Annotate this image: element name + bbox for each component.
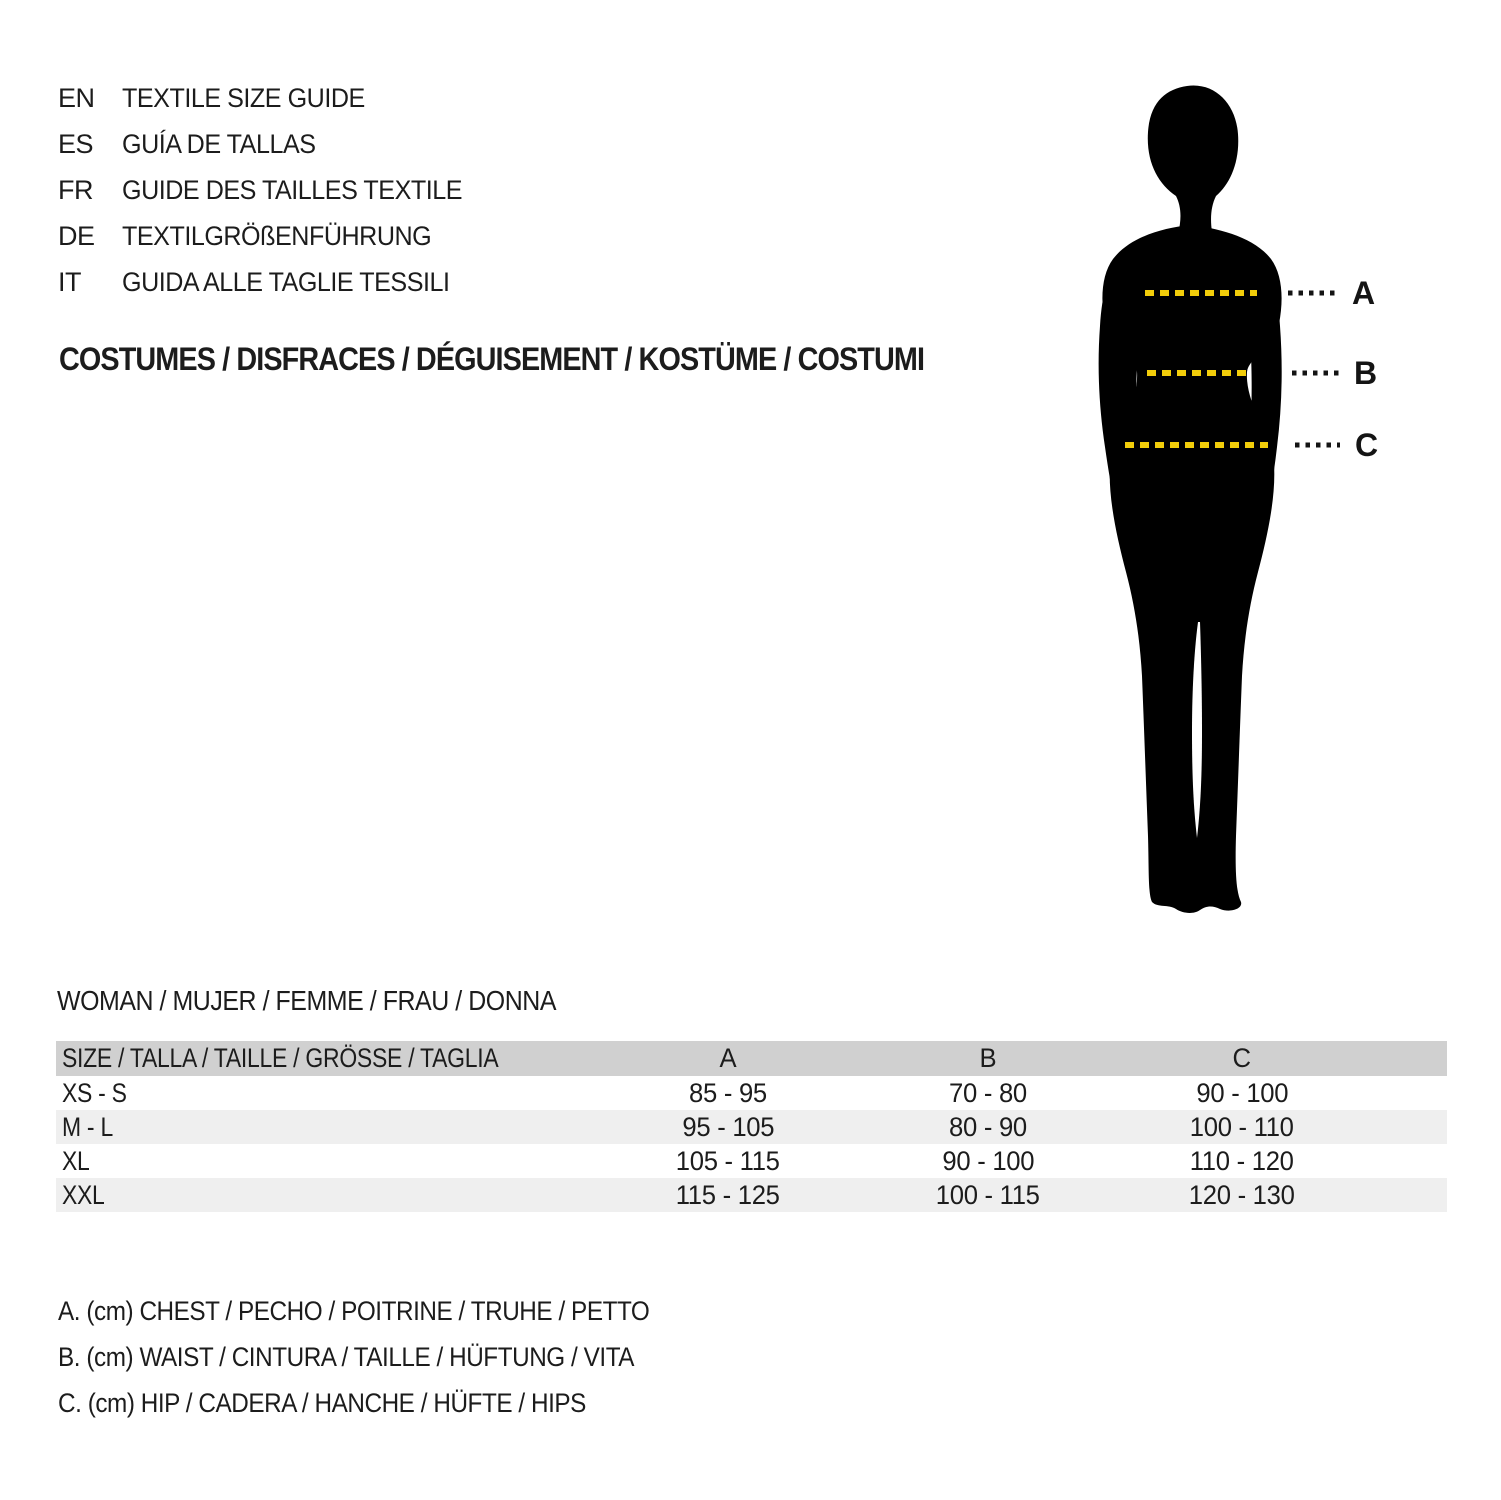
cell-c: 120 - 130 [1189, 1179, 1295, 1210]
measure-label-a: A [1352, 275, 1376, 311]
language-code: EN [58, 82, 95, 113]
language-title: GUIDA ALLE TAGLIE TESSILI [122, 266, 450, 297]
language-row-de [58, 213, 678, 259]
header-c: C [1232, 1043, 1252, 1073]
woman-silhouette-svg [1090, 82, 1402, 938]
cell-c: 90 - 100 [1196, 1077, 1288, 1108]
language-title: GUÍA DE TALLAS [122, 128, 316, 159]
header-a: A [719, 1043, 737, 1073]
language-row-es [58, 121, 678, 167]
size-table-header-row [56, 1041, 1447, 1076]
cell-b: 90 - 100 [942, 1145, 1034, 1176]
cell-a: 115 - 125 [676, 1179, 780, 1210]
cell-size: M - L [61, 1111, 113, 1142]
cell-b: 100 - 115 [936, 1179, 1040, 1210]
cell-size: XL [61, 1145, 90, 1176]
cell-c: 100 - 110 [1190, 1111, 1294, 1142]
table-row-xs-s [56, 1076, 1447, 1110]
woman-silhouette-figure [1090, 82, 1402, 938]
cell-size: XS - S [61, 1077, 127, 1108]
note-waist: B. (cm) WAIST / CINTURA / TAILLE / HÜFTUNG / VITA [58, 1341, 635, 1372]
header-b: B [979, 1043, 997, 1073]
gender-section-title: WOMAN / MUJER / FEMME / FRAU / DONNA [57, 985, 556, 1016]
category-title: COSTUMES / DISFRACES / DÉGUISEMENT / KOSTÜME / COSTUMI [59, 341, 925, 377]
header-size: SIZE / TALLA / TAILLE / GRÖSSE / TAGLIA [61, 1043, 499, 1073]
language-row-fr [58, 167, 678, 213]
language-row-en [58, 75, 678, 121]
cell-b: 80 - 90 [949, 1111, 1027, 1142]
language-title: TEXTILGRÖßENFÜHRUNG [122, 220, 432, 251]
cell-c: 110 - 120 [1190, 1145, 1294, 1176]
header-spacer [1428, 1041, 1447, 1076]
language-title: GUIDE DES TAILLES TEXTILE [122, 174, 463, 205]
cell-a: 85 - 95 [689, 1077, 767, 1108]
language-code: FR [58, 174, 93, 205]
language-row-it [58, 259, 678, 305]
cell-a: 95 - 105 [682, 1111, 774, 1142]
language-title: TEXTILE SIZE GUIDE [122, 82, 365, 113]
measure-label-b: B [1354, 355, 1378, 391]
measurement-notes [58, 1288, 715, 1426]
size-table [56, 1041, 1447, 1212]
cell-size: XXL [61, 1179, 105, 1210]
note-chest: A. (cm) CHEST / PECHO / POITRINE / TRUHE / PETTO [58, 1295, 650, 1326]
language-title-list [58, 75, 678, 305]
language-code: ES [58, 128, 94, 159]
silhouette-head [1148, 86, 1238, 234]
table-row-xxl [56, 1178, 1447, 1212]
language-code: DE [58, 220, 95, 251]
measure-label-c: C [1355, 427, 1379, 463]
cell-b: 70 - 80 [949, 1077, 1027, 1108]
note-hip: C. (cm) HIP / CADERA / HANCHE / HÜFTE / HIPS [58, 1387, 586, 1418]
language-code: IT [58, 266, 81, 297]
table-row-m-l [56, 1110, 1447, 1144]
cell-a: 105 - 115 [676, 1145, 780, 1176]
table-row-xl [56, 1144, 1447, 1178]
